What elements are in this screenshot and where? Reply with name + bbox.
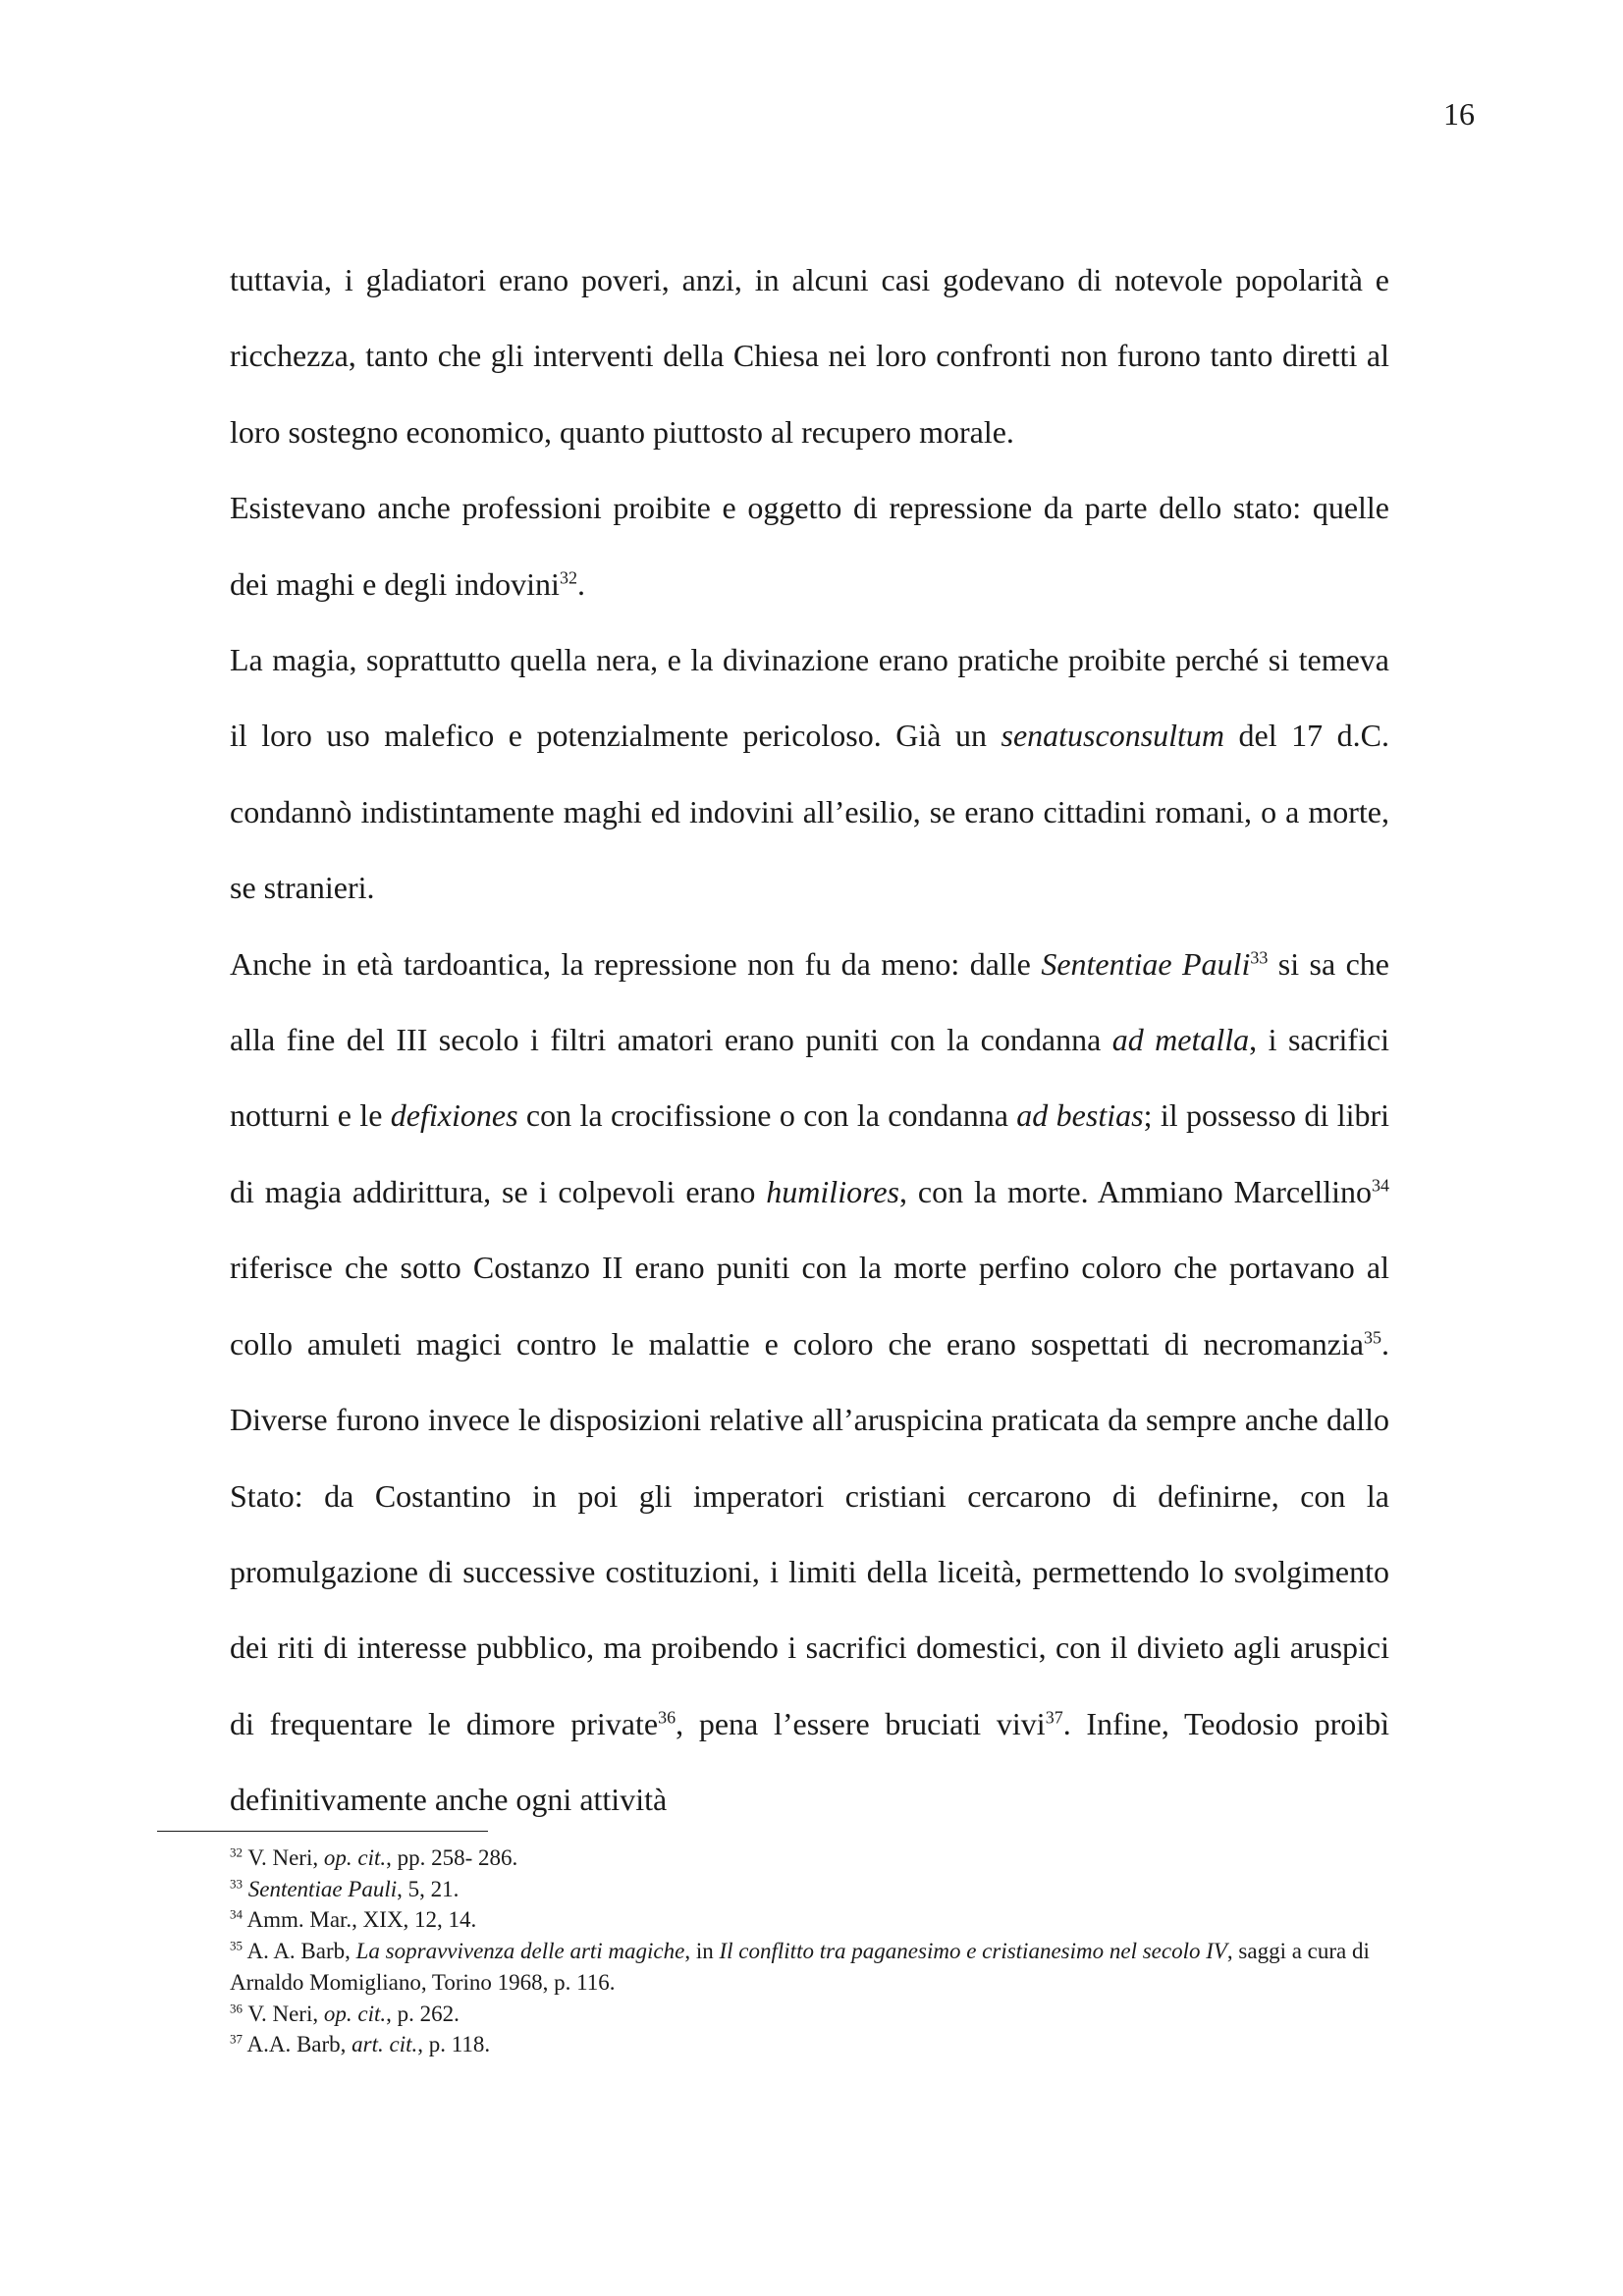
text-run: . Infine, Teodosio proibì definitivamente anche ogni attività (230, 1705, 1390, 1818)
footnote-number: 36 (230, 2000, 243, 2015)
footnote-text: V. Neri, (243, 2001, 324, 2026)
footnote-text: , in (684, 1939, 720, 1964)
text-run: del 17 d.C. condannò indistintamente maghi ed indovini all’esilio, se erano cittadini romani, o a morte, se stranieri. (230, 718, 1390, 906)
footnote-italic: Sententiae Pauli (247, 1876, 398, 1901)
text-run: . (576, 565, 585, 602)
paragraph-4 (230, 927, 1389, 1839)
body-text (230, 242, 1389, 1839)
text-run: Anche in età tardoantica, la repressione non fu da meno: dalle (230, 945, 1042, 982)
page-number: 16 (1443, 96, 1475, 132)
footnotes (230, 1842, 1389, 2060)
footnote-ref-32[interactable]: 32 (559, 566, 577, 587)
italic-term: defixiones (390, 1097, 518, 1134)
footnote-italic: op. cit. (323, 1845, 387, 1870)
italic-term: ad metalla (1111, 1022, 1250, 1058)
text-run: con la crocifissione o con la condanna (517, 1097, 1017, 1134)
footnote-number: 32 (230, 1844, 243, 1860)
text-run: , pena l’essere bruciati vivi (676, 1705, 1046, 1741)
footnote-ref-36[interactable]: 36 (658, 1707, 676, 1728)
text-run: , i sacrifici notturni e le (230, 1022, 1390, 1134)
footnote-ref-33[interactable]: 33 (1250, 947, 1269, 967)
footnote-34 (230, 1904, 1389, 1936)
text-run: , con la morte. Ammiano Marcellino (899, 1173, 1373, 1209)
footnote-number: 34 (230, 1906, 243, 1922)
footnote-text: V. Neri, (243, 1845, 324, 1870)
italic-term: humiliores (766, 1173, 899, 1209)
footnote-text: Amm. Mar., XIX, 12, 14. (243, 1907, 477, 1933)
footnote-35 (230, 1936, 1389, 1998)
paragraph-1 (230, 242, 1389, 470)
footnote-italic: La sopravvivenza delle arti magiche (355, 1939, 685, 1964)
text-run: Esistevano anche professioni proibite e oggetto di repressione da parte dello stato: quelle dei maghi e degli indovini (230, 490, 1389, 602)
footnote-text: , p. 118. (417, 2032, 491, 2057)
footnote-number: 37 (230, 2031, 243, 2047)
text-run: riferisce che sotto Costanzo II erano puniti con la morte perfino coloro che portavano al collo amuleti magici contro le malattie e coloro che erano sospettati di necromanzia (230, 1250, 1389, 1362)
text-run: si sa che alla fine del III secolo i filtri amatori erano puniti con la condanna (230, 945, 1390, 1058)
footnote-32 (230, 1842, 1389, 1874)
footnote-37 (230, 2029, 1389, 2060)
footnote-ref-34[interactable]: 34 (1372, 1175, 1390, 1196)
footnote-divider (157, 1831, 488, 1832)
footnote-ref-37[interactable]: 37 (1045, 1707, 1063, 1728)
italic-term: senatusconsultum (1001, 718, 1225, 754)
text-run: tuttavia, i gladiatori erano poveri, anzi, in alcuni casi godevano di notevole popolarità e ricchezza, tanto che gli interventi della Chiesa nei loro confronti non furono tanto diretti al loro sostegno economico, quanto piuttosto al recupero morale. (230, 262, 1389, 450)
text-run: . Diverse furono invece le disposizioni relative all’aruspicina praticata da sempre anche dallo Stato: da Costantino in poi gli imperatori cristiani cercarono di definirne, con la promulgazione di successive costituzioni, i limiti della liceità, permettendo lo svolgimento dei riti di interesse pubblico, ma proibendo i sacrifici domestici, con il divieto agli aruspici di frequentare le dimore private (230, 1325, 1389, 1741)
footnote-text: , p. 262. (386, 2001, 460, 2026)
text-run: La magia, soprattutto quella nera, e la divinazione erano pratiche proibite perché si temeva il loro uso malefico e potenzialmente pericoloso. Già un (230, 642, 1389, 754)
footnote-italic: Il conflitto tra paganesimo e cristianesimo nel secolo IV (719, 1939, 1227, 1964)
paragraph-3 (230, 622, 1389, 927)
footnote-36 (230, 1999, 1389, 2030)
footnote-text: , 5, 21. (397, 1876, 460, 1901)
footnote-number: 33 (230, 1876, 243, 1892)
footnote-33 (230, 1874, 1389, 1905)
footnote-text: , pp. 258- 286. (386, 1845, 518, 1870)
footnote-italic: op. cit. (323, 2001, 387, 2026)
footnote-italic: art. cit. (352, 2032, 418, 2057)
italic-term: Sententiae Pauli (1041, 945, 1251, 982)
paragraph-2 (230, 470, 1389, 622)
footnote-number: 35 (230, 1938, 243, 1953)
footnote-text: A. A. Barb, (243, 1939, 356, 1964)
footnote-ref-35[interactable]: 35 (1364, 1327, 1381, 1348)
footnote-text: A.A. Barb, (243, 2032, 352, 2057)
footnote-text: , saggi a cura di Arnaldo Momigliano, Torino 1968, p. 116. (230, 1939, 1370, 1995)
italic-term: ad bestias (1016, 1097, 1144, 1134)
text-run: ; il possesso di libri di magia addirittura, se i colpevoli erano (230, 1097, 1390, 1209)
